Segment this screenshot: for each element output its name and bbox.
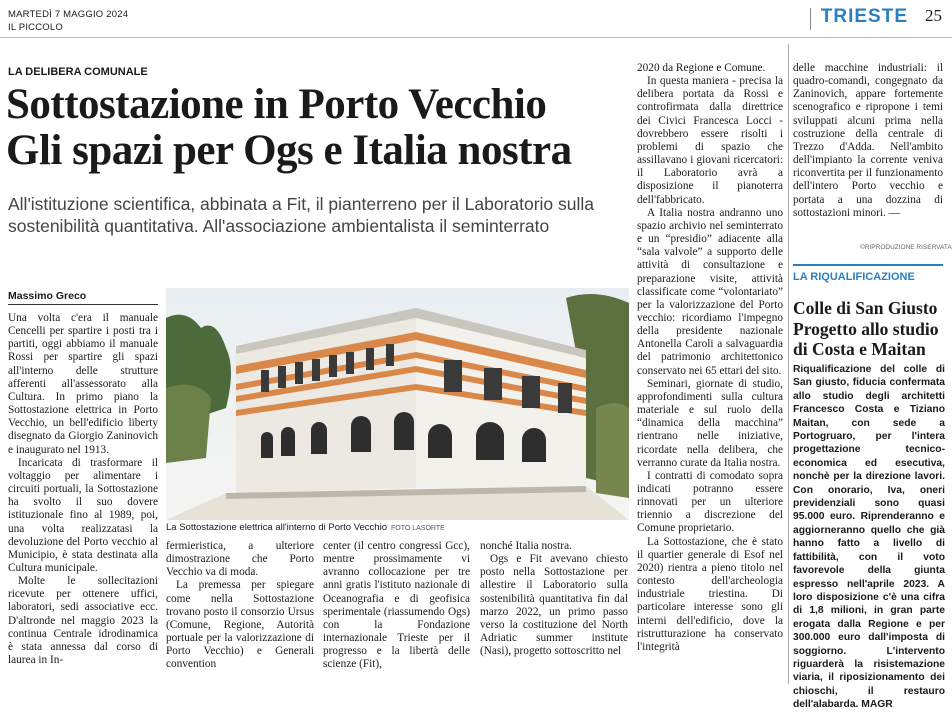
paragraph: nonché Italia nostra. <box>480 540 572 552</box>
paragraph: A Italia nostra andranno uno spazio archivio nel seminterrato e un “presidio” adiacente alla “sala valvole” a supporto delle attività di consultazione e preparazione visite, attività classificate come “volontariato” per la valorizzazione del Porto vecchio: ricordiamo l'impegno della presidente nazionale Antonella Caroli a salvaguardia del patrimonio architettonico conservato nei 65 ettari del sito. <box>637 206 783 377</box>
text-column-5 <box>637 62 783 654</box>
sidebar-rule <box>793 264 943 266</box>
sidebar-kicker: LA RIQUALIFICAZIONE <box>793 271 915 283</box>
title-line-1: Sottostazione in Porto Vecchio <box>6 81 547 128</box>
paragraph: Una volta c'era il manuale Cencelli per spartire i posti tra i partiti, oggi abbiamo il manuale Rossi per spartire gli spazi all'interno delle strutture afferenti all'assessorato alla Cultura. In primo piano la Sottostazione elettrica in Porto Vecchio, un bell'edificio liberty disegnato da Giorgio Zaninovich e inaugurato nel 1913. <box>8 312 158 456</box>
paragraph: 2020 da Regione e Comune. <box>637 62 766 74</box>
paragraph: delle macchine industriali: il quadro-comandi, congegnato da Zaninovich, appare fortemente scenografico e ripropone i temi sviluppati alcuni prima nella costruzione della centrale di Trezzo d'Adda. Nell'ambito dell'impianto la corrente veniva riconvertita per il funzionamento dell'intero Porto vecchio e portata a una dozzina di sottostazioni minori. — <box>793 62 943 219</box>
text-column-6 <box>793 62 943 220</box>
sidebar-text: Riqualificazione del colle di San giusto, fiducia confermata allo studio degli architetti Francesco Costa e Tiziano Maitan, con sede a Portogruaro, per l'intera progettazione tecnico-economica ed esecutiva, nonchè per la direzione lavori. Con onorario, Iva, oneri previdenziali sono quasi 95.000 euro. Riprenderanno e aggiorneranno quello che già hanno fatto a livello di fattibilità, con il voto favorevole della giunta espresso nell'aprile 2023. A loro disposizione c'è una cifra di 1,8 milioni, in gran parte erogata dalla Regione e per 300.000 euro dall'imposta di soggiorno. L'intervento riguarderà la risistemazione viaria, il riposizionamento dei chioschi, il restauro dell'alabarda. <box>793 364 945 711</box>
rights-notice: ©RIPRODUZIONE RISERVATA <box>860 244 952 251</box>
issue-date <box>8 8 128 34</box>
paragraph: In questa maniera - precisa la delibera portata da Rossi e controfirmata dalla direttrice dei Civici Francesca Locci - dovrebbero essere risolti i problemi di spazio che assillavano i giovani ricercatori: il Laboratorio avrà a disposizione il pianoterra dell'fabbricato. <box>637 75 783 206</box>
text-column-2 <box>166 540 314 672</box>
paragraph: La premessa per spiegare come nella Sottostazione trovano posto il consorzio Ursus (Comune, Regione, Autorità portuale per la valorizzazione di Porto Vecchio) e Generali convention <box>166 579 314 671</box>
article-photo <box>166 288 629 520</box>
article-subtitle: All'istituzione scientifica, abbinata a Fit, il pianterreno per il Laboratorio sulla sostenibilità quantitativa. All'associazione ambientalista il seminterrato <box>8 194 595 236</box>
date-text: MARTEDÌ 7 MAGGIO 2024 <box>8 9 129 20</box>
photo-caption <box>166 522 629 535</box>
paragraph: center (il centro congressi Gcc), mentre prossimamente vi avranno collocazione per tre anni gratis l'istituto nazionale di Oceanografia e di geofisica sperimentale (riassumendo Ogs) con la Fondazione internazionale Trieste per il progresso e la libertà delle scienze (Fit), <box>323 540 470 671</box>
paragraph: Molte le sollecitazioni ricevute per ottenere uffici, laboratori, sedi associative ecc. D'altronde nel maggio 2023 la continua Centrale idrodinamica è stata annessa dal corso di laurea in In- <box>8 575 158 667</box>
header-rule <box>0 37 952 38</box>
paragraph: La Sottostazione, che è stato il quartier generale di Esof nel 2020) rientra a pieno titolo nel contesto dell'archeologia industriale triestina. Di particolare interesse sono gli interni dell'edificio, dove la ristrutturazione ha conservato l'integrità <box>637 535 783 653</box>
sidebar-title: Colle di San Giusto Progetto allo studio di Costa e Maitan <box>793 298 939 359</box>
text-column-1 <box>8 312 158 667</box>
column-divider <box>788 44 789 684</box>
header-divider <box>810 8 811 30</box>
sottostazione-building-image <box>166 288 629 520</box>
paragraph: Ogs e Fit avevano chiesto posto nella Sottostazione per allestire il Laboratorio sulla sostenibilità quantitativa fin dal marzo 2022, un primo passo verso la costituzione del North Adriatic summer institute (Nasi), progetto sottoscritto nel <box>480 553 628 658</box>
paragraph: I contratti di comodato sopra indicati potranno essere rinnovati per un ulteriore triennio a discrezione del Comune proprietario. <box>637 469 783 535</box>
article-kicker: LA DELIBERA COMUNALE <box>8 66 148 78</box>
paragraph: Incaricata di trasformare il voltaggio per alimentare i circuiti portuali, la Sottostazione ha svolto il suo dovere istituzionale fino al 1989, poi, una volta realizzatasi la devoluzione del Porto vecchio al Municipio, è stata destinata alla Cultura municipale. <box>8 456 158 574</box>
sidebar-signature: MAGR <box>861 699 893 711</box>
photo-credit: FOTO LASORTE <box>390 525 445 532</box>
byline: Massimo Greco <box>8 290 158 305</box>
text-column-4 <box>480 540 628 658</box>
caption-text: La Sottostazione elettrica all'interno di Porto Vecchio <box>166 522 387 533</box>
title-line-2: Gli spazi per Ogs e Italia nostra <box>6 127 572 174</box>
paragraph: fermieristica, a ulteriore dimostrazione che Porto Vecchio va di moda. <box>166 540 314 579</box>
paragraph: Seminari, giornate di studio, approfondimenti sulla cultura materiale e sul ruolo della “dinamica della macchina” rientrano nelle iniziative, ricordate nella delibera, che verranno curate da Italia nostra. <box>637 377 783 469</box>
sidebar-body <box>793 363 945 712</box>
section-name: TRIESTE <box>820 6 908 27</box>
text-column-3 <box>323 540 470 672</box>
page-number: 25 <box>925 6 942 25</box>
article-title <box>6 82 626 174</box>
paper-name: IL PICCOLO <box>8 22 63 33</box>
